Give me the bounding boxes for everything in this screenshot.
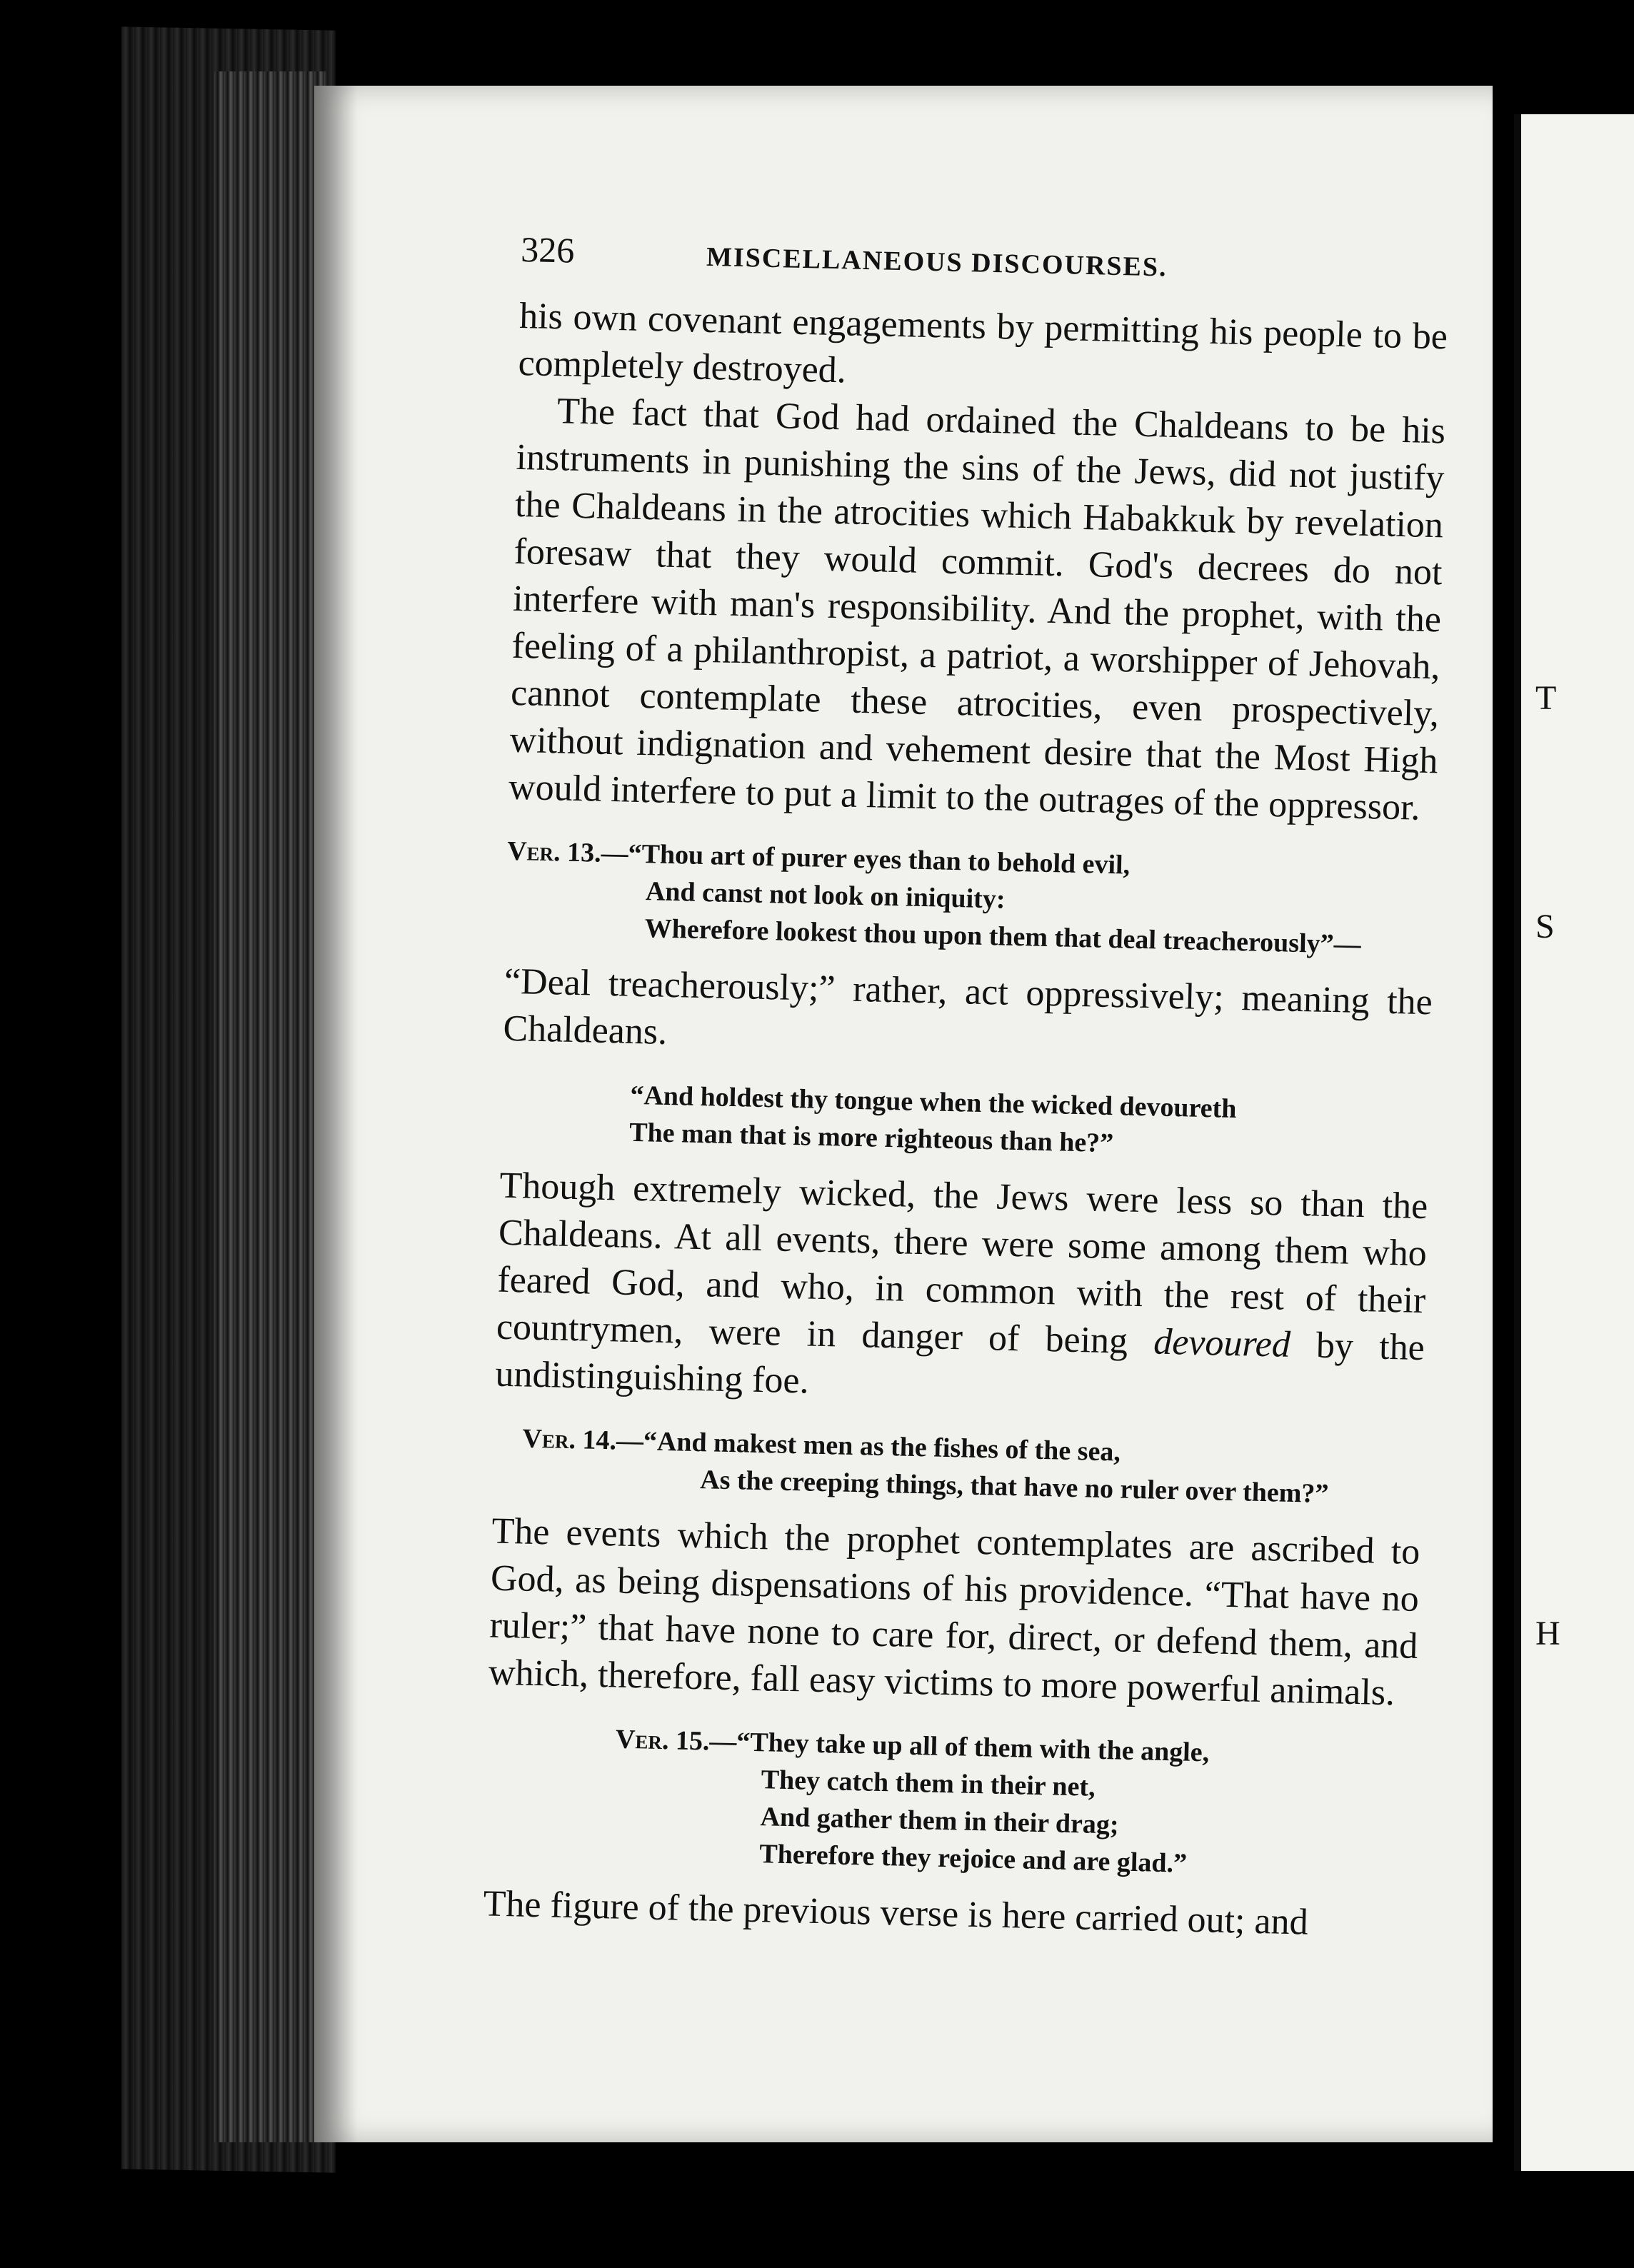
facing-page-letter: H xyxy=(1535,1615,1560,1652)
verse-text: —“Thou art of purer eyes than to behold evil, xyxy=(601,838,1131,880)
verse-line: “And holdest thy tongue when the wicked devoureth xyxy=(630,1080,1237,1125)
facing-page-letter: S xyxy=(1535,908,1555,945)
facing-page-letter: T xyxy=(1535,679,1557,717)
book-page xyxy=(314,86,1493,2142)
facing-page xyxy=(1514,114,1634,2171)
verse-line: Wherefore lookest thou upon them that deal treacherously”— xyxy=(644,913,1362,960)
verse-line: They catch them in their net, xyxy=(761,1765,1096,1802)
verse-label: Ver. 13. xyxy=(506,836,602,868)
paragraph: his own covenant engagements by permitting his people to be completely destroyed. xyxy=(518,295,1448,391)
page-header xyxy=(520,229,1449,299)
paragraph: The figure of the previous verse is here carried out; and xyxy=(483,1883,1309,1943)
verse-quote xyxy=(501,1074,1430,1169)
verse-line: Therefore they rejoice and are glad.” xyxy=(758,1839,1188,1879)
emphasis: devoured xyxy=(1153,1321,1291,1365)
page-content xyxy=(483,229,1450,1949)
verse-label: Ver. 14. xyxy=(522,1423,617,1456)
paragraph xyxy=(495,1163,1428,1419)
verse-text: —“And makest men as the fishes of the sea, xyxy=(616,1425,1121,1467)
verse-line: As the creeping things, that have no ruler over them?” xyxy=(699,1465,1329,1510)
paragraph: The events which the prophet contemplates are ascribed to God, as being dispensations of his providence. “That have no ruler;” that have none to care for, direct, or defend them, and which, therefore, fall easy victims to more powerful animals. xyxy=(488,1510,1420,1714)
paragraph: “Deal treacherously;” rather, act oppressively; meaning the Chaldeans. xyxy=(502,960,1433,1053)
verse-line: And gather them in their drag; xyxy=(760,1802,1120,1840)
verse-line: And canst not look on iniquity: xyxy=(645,876,1006,915)
verse-label: Ver. 15. xyxy=(615,1724,710,1757)
paragraph: The fact that God had ordained the Chaldeans to be his instruments in punishing the sins of the Jews, did not justify the Chaldeans in the atrocities which Habakkuk by revelation foresaw that they would commit. God's decrees do not interfere with man's responsibility. And the prophet, with the feeling of a philanthropist, a patriot, a worshipper of Jehovah, cannot contemplate these atrocities, even prospectively, without indignation and vehement desire that the Most High would interfere to put a limit to the outrages of the oppressor. xyxy=(508,391,1446,828)
verse-text: —“They take up all of them with the angle, xyxy=(708,1726,1210,1768)
verse-quote xyxy=(505,833,1435,965)
paragraph-text: Though extremely wicked, the Jews were less so than the Chaldeans. At all events, there were some among them who feared God, and who, in common with the rest of their countrymen, were in danger of being xyxy=(496,1165,1428,1363)
verse-quote xyxy=(484,1717,1415,1887)
running-title: MISCELLANEOUS DISCOURSES. xyxy=(706,241,1168,283)
paragraph-text: by the undistinguishing foe. xyxy=(494,1324,1425,1402)
verse-line: The man that is more righteous than he?” xyxy=(628,1117,1114,1159)
page-number: 326 xyxy=(520,229,575,271)
verse-quote xyxy=(493,1420,1423,1515)
page-edges xyxy=(214,71,329,2142)
